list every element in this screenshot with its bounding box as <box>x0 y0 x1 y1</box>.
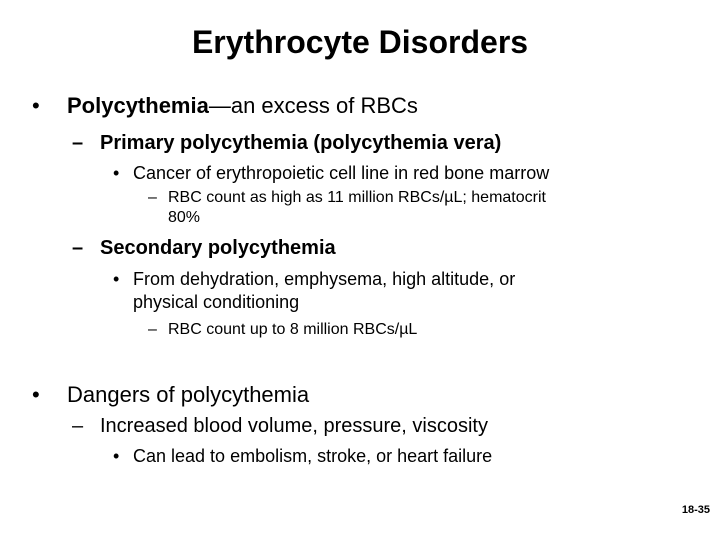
sub-sub-bullet-text-line-2: physical conditioning <box>133 292 300 312</box>
sub-sub-bullet-dehydration <box>113 268 515 290</box>
detail-bullet-rbc-high-continued <box>168 208 200 228</box>
sub-bullet-increased-blood-volume <box>72 414 488 438</box>
dash-marker: – <box>148 321 157 338</box>
bullet-text: —an excess of RBCs <box>208 93 418 118</box>
bullet-polycythemia <box>32 93 418 119</box>
sub-bullet-primary-polycythemia <box>72 131 501 155</box>
detail-text: RBC count up to 8 million RBCs/µL <box>168 321 418 338</box>
bullet-dangers <box>32 382 309 408</box>
bullet-marker: • <box>32 382 40 407</box>
sub-sub-bullet-text: Can lead to embolism, stroke, or heart failure <box>133 446 493 466</box>
dash-marker: – <box>148 189 157 206</box>
sub-bullet-text: Increased blood volume, pressure, viscosity <box>100 415 488 437</box>
bullet-marker: • <box>32 93 40 118</box>
sub-bullet-text: Secondary polycythemia <box>100 237 336 259</box>
detail-bullet-rbc-up-to <box>148 320 417 340</box>
detail-text-line-1: RBC count as high as 11 million RBCs/µL; hematocrit <box>168 189 546 206</box>
sub-sub-bullet-text-line-1: From dehydration, emphysema, high altitude, or <box>133 269 516 289</box>
slide-title: Erythrocyte Disorders <box>191 24 529 60</box>
detail-bullet-rbc-high <box>148 188 546 208</box>
bullet-marker: • <box>113 446 120 466</box>
sub-bullet-secondary-polycythemia <box>72 236 336 260</box>
bullet-term: Polycythemia <box>67 93 209 118</box>
sub-sub-bullet-embolism <box>113 445 492 467</box>
detail-text-line-2: 80% <box>168 209 201 226</box>
sub-sub-bullet-cancer <box>113 162 549 184</box>
sub-sub-bullet-text: Cancer of erythropoietic cell line in red bone marrow <box>133 163 550 183</box>
bullet-text: Dangers of polycythemia <box>67 382 310 407</box>
page-number: 18-35 <box>681 504 710 516</box>
dash-marker: – <box>72 237 84 259</box>
bullet-marker: • <box>113 269 120 289</box>
dash-marker: – <box>72 132 84 154</box>
dash-marker: – <box>72 415 84 437</box>
sub-sub-bullet-dehydration-continued <box>133 291 299 313</box>
bullet-marker: • <box>113 163 120 183</box>
sub-bullet-text: Primary polycythemia (polycythemia vera) <box>100 132 502 154</box>
